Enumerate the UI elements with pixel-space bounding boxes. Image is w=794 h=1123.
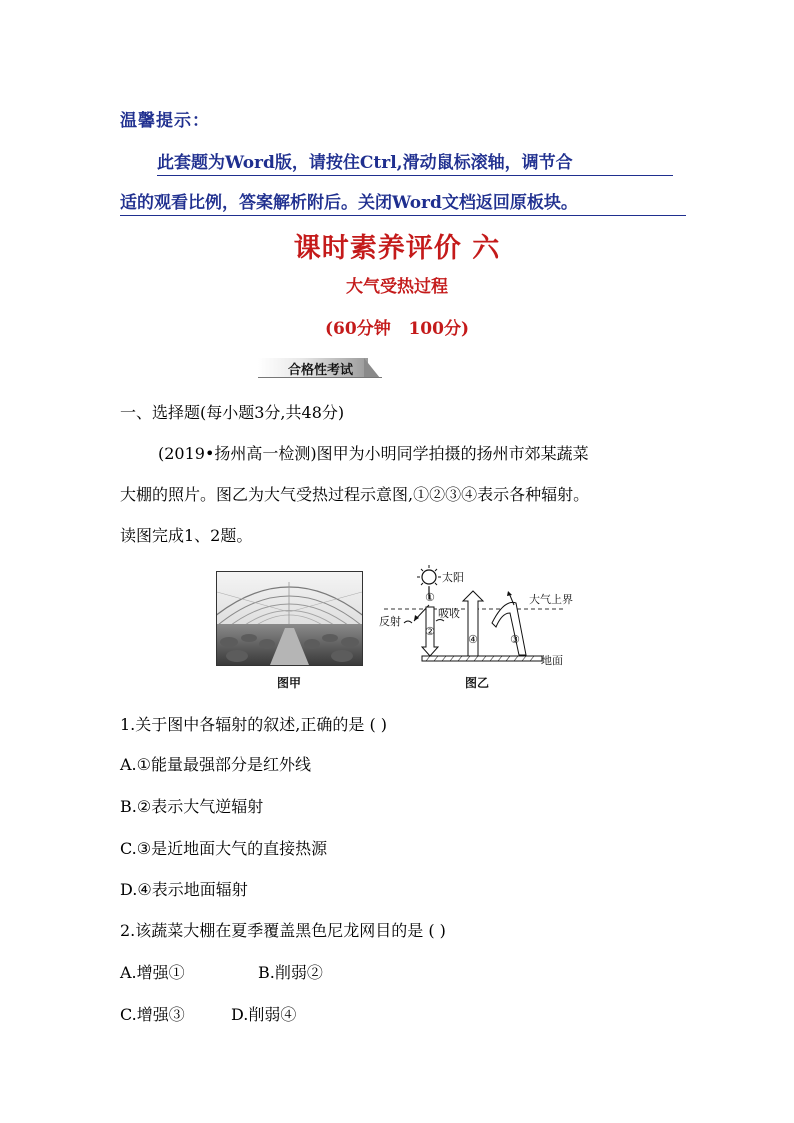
sun-icon — [417, 565, 441, 589]
intro-line-2: 大棚的照片。图乙为大气受热过程示意图,①②③④表示各种辐射。 — [120, 485, 590, 504]
radiation-2-label: ② — [425, 625, 435, 638]
page-title: 课时素养评价 六 — [293, 233, 501, 264]
tip-line-1: 此套题为Word版，请按住Ctrl,滑动鼠标滚轴，调节合 — [157, 148, 673, 176]
intro-line-1: (2019•扬州高一检测)图甲为小明同学拍摄的扬州市郊某蔬菜 — [158, 444, 589, 463]
intro-line-3: 读图完成1、2题。 — [120, 526, 253, 545]
absorb-label: 吸收 — [438, 607, 460, 620]
figure-yi-label: 图乙 — [465, 676, 490, 690]
tip-line-2: 适的观看比例，答案解析附后。关闭Word文档返回原板块。 — [120, 188, 686, 216]
question-1-option-c[interactable]: C.③是近地面大气的直接热源 — [120, 839, 328, 858]
radiation-4-label: ④ — [468, 633, 478, 646]
section-badge — [258, 358, 382, 378]
section-badge-label: 合格性考试 — [288, 363, 354, 378]
radiation-3-label: ③ — [510, 633, 520, 646]
section-badge-tail — [364, 358, 380, 378]
question-2-option-c[interactable]: C.增强③ — [120, 1005, 185, 1024]
ground-label: 地面 — [541, 654, 563, 667]
question-2-option-b[interactable]: B.削弱② — [258, 963, 323, 982]
sun-label: 太阳 — [442, 571, 464, 584]
question-1-stem: 1.关于图中各辐射的叙述,正确的是 ( ) — [120, 715, 388, 734]
question-1-option-b[interactable]: B.②表示大气逆辐射 — [120, 797, 264, 816]
greenhouse-photo-graphic — [217, 572, 362, 665]
question-2-option-d[interactable]: D.削弱④ — [231, 1005, 297, 1024]
part-heading: 一、选择题(每小题3分,共48分) — [120, 403, 345, 422]
question-2-stem: 2.该蔬菜大棚在夏季覆盖黑色尼龙网目的是 ( ) — [120, 921, 446, 940]
tip-title: 温馨提示： — [120, 111, 210, 131]
greenhouse-photo — [216, 571, 363, 666]
question-1-option-a[interactable]: A.①能量最强部分是红外线 — [120, 755, 311, 774]
page-subtitle: 大气受热过程 — [346, 277, 448, 297]
atmosphere-top-label: 大气上界 — [529, 593, 573, 606]
reflect-label: 反射 — [379, 615, 401, 628]
figure-jia-label: 图甲 — [277, 676, 302, 690]
time-score: (60分钟 100分) — [325, 319, 469, 339]
atmosphere-heating-diagram — [374, 563, 574, 673]
radiation-1-label: ① — [425, 591, 435, 604]
radiation-4-arrow — [463, 591, 483, 656]
question-1-option-d[interactable]: D.④表示地面辐射 — [120, 880, 248, 899]
question-2-option-a[interactable]: A.增强① — [120, 963, 185, 982]
radiation-3-arrow — [492, 591, 526, 655]
